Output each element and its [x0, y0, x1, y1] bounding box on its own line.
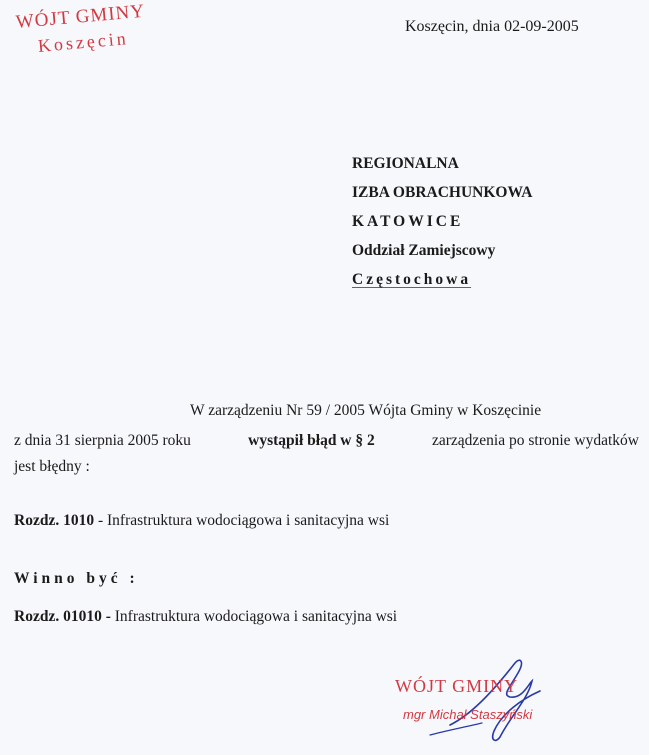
- body-p2-end: zarządzenia po stronie wydatków: [431, 432, 639, 449]
- rozdz-wrong-line: [14, 512, 389, 530]
- signature-stamp: [395, 676, 532, 722]
- place-and-date: Koszęcin, dnia 02-09-2005: [405, 18, 579, 35]
- rozdz-correct-line: [14, 608, 397, 626]
- body-paragraph-2: [14, 432, 639, 458]
- rozdz-wrong-label: Rozdz. 1010: [14, 512, 95, 529]
- body-p2-start: z dnia 31 sierpnia 2005 roku: [14, 432, 191, 449]
- rozdz-correct-label: Rozdz. 01010 -: [14, 608, 111, 625]
- body-p2-emphasis: wystąpił błąd w § 2: [248, 432, 375, 449]
- recipient-line-4: Oddział Zamiejscowy: [352, 242, 496, 259]
- recipient-line-3: KATOWICE: [352, 213, 464, 230]
- signature-stamp-name: mgr Michał Staszyński: [403, 707, 533, 722]
- header-stamp-title: WÓJT GMINY: [15, 0, 146, 33]
- recipient-line-2: IZBA OBRACHUNKOWA: [352, 184, 533, 201]
- rozdz-wrong-text: - Infrastruktura wodociągowa i sanitacyjna wsi: [94, 512, 390, 529]
- winno-byc-heading: Winno być :: [14, 570, 139, 587]
- recipient-line-1: REGIONALNA: [352, 155, 459, 172]
- rozdz-correct-text: Infrastruktura wodociągowa i sanitacyjna wsi: [110, 608, 398, 625]
- header-stamp: [15, 0, 146, 57]
- signature-stamp-title: WÓJT GMINY: [395, 676, 519, 696]
- body-paragraph-3: jest błędny :: [14, 458, 90, 475]
- body-paragraph-1: W zarządzeniu Nr 59 / 2005 Wójta Gminy w Koszęcinie: [190, 402, 542, 419]
- recipient-address: [352, 154, 532, 299]
- letter-body: [14, 402, 639, 498]
- header-stamp-place: Koszęcin: [37, 28, 130, 56]
- recipient-line-5: Częstochowa: [352, 271, 472, 288]
